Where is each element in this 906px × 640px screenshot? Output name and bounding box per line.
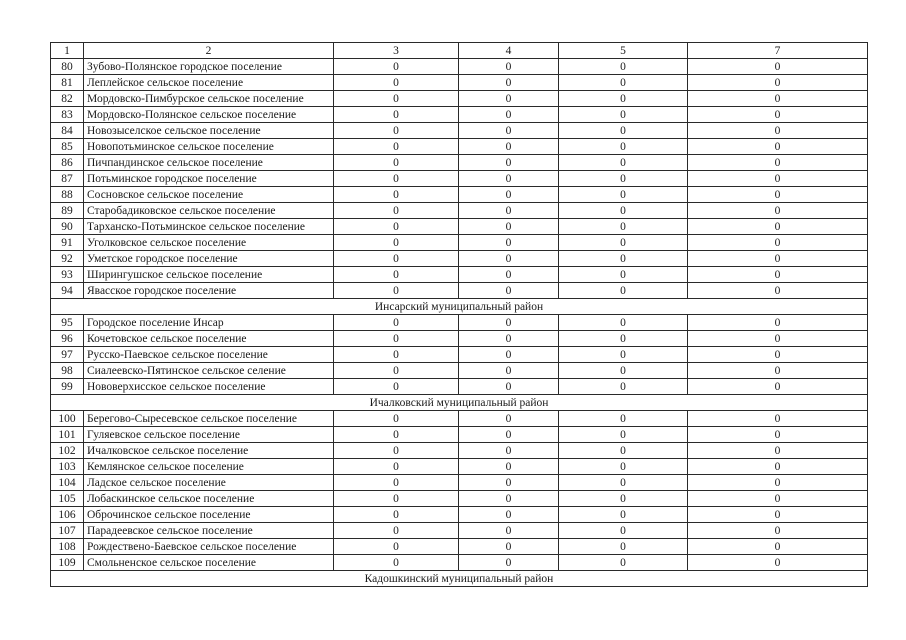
value-cell: 0 — [459, 523, 559, 539]
section-row — [51, 571, 868, 587]
value-cell: 0 — [459, 171, 559, 187]
column-header-7: 7 — [688, 43, 868, 59]
value-cell: 0 — [459, 491, 559, 507]
value-cell: 0 — [334, 491, 459, 507]
value-cell: 0 — [334, 187, 459, 203]
value-cell: 0 — [688, 203, 868, 219]
value-cell: 0 — [559, 507, 688, 523]
table-row — [51, 427, 868, 443]
value-cell: 0 — [688, 331, 868, 347]
settlement-name: Потьминское городское поселение — [84, 171, 334, 187]
settlement-name: Рождествено-Баевское сельское поселение — [84, 539, 334, 555]
column-header-1: 1 — [51, 43, 84, 59]
table-row — [51, 459, 868, 475]
value-cell: 0 — [334, 235, 459, 251]
value-cell: 0 — [559, 427, 688, 443]
settlement-name: Мордовско-Пимбурское сельское поселение — [84, 91, 334, 107]
value-cell: 0 — [559, 59, 688, 75]
row-number: 93 — [51, 267, 84, 283]
settlement-name: Русско-Паевское сельское поселение — [84, 347, 334, 363]
value-cell: 0 — [334, 107, 459, 123]
value-cell: 0 — [688, 139, 868, 155]
value-cell: 0 — [334, 539, 459, 555]
settlement-name: Кочетовское сельское поселение — [84, 331, 334, 347]
value-cell: 0 — [688, 235, 868, 251]
value-cell: 0 — [459, 219, 559, 235]
value-cell: 0 — [459, 235, 559, 251]
table-row — [51, 75, 868, 91]
value-cell: 0 — [459, 315, 559, 331]
value-cell: 0 — [688, 459, 868, 475]
value-cell: 0 — [459, 123, 559, 139]
settlement-name: Старобадиковское сельское поселение — [84, 203, 334, 219]
settlement-name: Зубово-Полянское городское поселение — [84, 59, 334, 75]
table-row — [51, 507, 868, 523]
value-cell: 0 — [334, 123, 459, 139]
row-number: 90 — [51, 219, 84, 235]
value-cell: 0 — [334, 443, 459, 459]
value-cell: 0 — [559, 267, 688, 283]
row-number: 87 — [51, 171, 84, 187]
row-number: 102 — [51, 443, 84, 459]
value-cell: 0 — [334, 363, 459, 379]
value-cell: 0 — [334, 523, 459, 539]
settlement-name: Ладское сельское поселение — [84, 475, 334, 491]
settlement-name: Гуляевское сельское поселение — [84, 427, 334, 443]
value-cell: 0 — [688, 347, 868, 363]
value-cell: 0 — [688, 187, 868, 203]
value-cell: 0 — [334, 555, 459, 571]
row-number: 85 — [51, 139, 84, 155]
value-cell: 0 — [559, 283, 688, 299]
settlement-name: Кемлянское сельское поселение — [84, 459, 334, 475]
value-cell: 0 — [688, 363, 868, 379]
row-number: 100 — [51, 411, 84, 427]
table-row — [51, 315, 868, 331]
section-title: Ичалковский муниципальный район — [51, 395, 868, 411]
value-cell: 0 — [559, 347, 688, 363]
value-cell: 0 — [459, 379, 559, 395]
value-cell: 0 — [559, 91, 688, 107]
row-number: 103 — [51, 459, 84, 475]
header-row — [51, 43, 868, 59]
table-row — [51, 283, 868, 299]
settlement-name: Новопотьминское сельское поселение — [84, 139, 334, 155]
value-cell: 0 — [459, 283, 559, 299]
settlement-name: Смольненское сельское поселение — [84, 555, 334, 571]
value-cell: 0 — [559, 251, 688, 267]
value-cell: 0 — [459, 363, 559, 379]
table-row — [51, 331, 868, 347]
settlement-name: Городское поселение Инсар — [84, 315, 334, 331]
table-row — [51, 187, 868, 203]
table-row — [51, 235, 868, 251]
settlement-name: Тарханско-Потьминское сельское поселение — [84, 219, 334, 235]
value-cell: 0 — [688, 155, 868, 171]
value-cell: 0 — [459, 347, 559, 363]
value-cell: 0 — [559, 475, 688, 491]
value-cell: 0 — [334, 411, 459, 427]
value-cell: 0 — [559, 491, 688, 507]
settlement-name: Сосновское сельское поселение — [84, 187, 334, 203]
table-row — [51, 379, 868, 395]
value-cell: 0 — [559, 459, 688, 475]
value-cell: 0 — [334, 267, 459, 283]
value-cell: 0 — [334, 251, 459, 267]
section-title: Инсарский муниципальный район — [51, 299, 868, 315]
table-row — [51, 363, 868, 379]
row-number: 98 — [51, 363, 84, 379]
value-cell: 0 — [334, 507, 459, 523]
table-row — [51, 139, 868, 155]
table-row — [51, 155, 868, 171]
settlement-name: Явасское городское поселение — [84, 283, 334, 299]
row-number: 83 — [51, 107, 84, 123]
value-cell: 0 — [334, 91, 459, 107]
settlements-table — [50, 42, 868, 587]
table-row — [51, 171, 868, 187]
value-cell: 0 — [459, 59, 559, 75]
value-cell: 0 — [688, 379, 868, 395]
section-row — [51, 299, 868, 315]
column-header-3: 3 — [334, 43, 459, 59]
value-cell: 0 — [459, 555, 559, 571]
settlement-name: Оброчинское сельское поселение — [84, 507, 334, 523]
value-cell: 0 — [459, 203, 559, 219]
value-cell: 0 — [688, 427, 868, 443]
value-cell: 0 — [688, 91, 868, 107]
value-cell: 0 — [688, 523, 868, 539]
value-cell: 0 — [334, 75, 459, 91]
settlement-name: Парадеевское сельское поселение — [84, 523, 334, 539]
value-cell: 0 — [459, 331, 559, 347]
value-cell: 0 — [459, 155, 559, 171]
table-row — [51, 91, 868, 107]
row-number: 81 — [51, 75, 84, 91]
table-row — [51, 539, 868, 555]
value-cell: 0 — [334, 155, 459, 171]
settlement-name: Мордовско-Полянское сельское поселение — [84, 107, 334, 123]
row-number: 94 — [51, 283, 84, 299]
value-cell: 0 — [459, 475, 559, 491]
table-row — [51, 219, 868, 235]
table-body — [51, 59, 868, 587]
row-number: 101 — [51, 427, 84, 443]
row-number: 89 — [51, 203, 84, 219]
value-cell: 0 — [688, 107, 868, 123]
value-cell: 0 — [688, 475, 868, 491]
value-cell: 0 — [459, 187, 559, 203]
table-row — [51, 555, 868, 571]
value-cell: 0 — [688, 555, 868, 571]
section-title: Кадошкинский муниципальный район — [51, 571, 868, 587]
value-cell: 0 — [688, 283, 868, 299]
row-number: 106 — [51, 507, 84, 523]
value-cell: 0 — [459, 411, 559, 427]
value-cell: 0 — [459, 91, 559, 107]
value-cell: 0 — [459, 75, 559, 91]
value-cell: 0 — [688, 539, 868, 555]
value-cell: 0 — [559, 523, 688, 539]
value-cell: 0 — [559, 331, 688, 347]
value-cell: 0 — [459, 539, 559, 555]
value-cell: 0 — [334, 139, 459, 155]
settlement-name: Ичалковское сельское поселение — [84, 443, 334, 459]
value-cell: 0 — [459, 107, 559, 123]
table-row — [51, 267, 868, 283]
row-number: 88 — [51, 187, 84, 203]
value-cell: 0 — [334, 219, 459, 235]
value-cell: 0 — [559, 219, 688, 235]
value-cell: 0 — [559, 539, 688, 555]
table-row — [51, 523, 868, 539]
value-cell: 0 — [688, 491, 868, 507]
row-number: 97 — [51, 347, 84, 363]
table-row — [51, 411, 868, 427]
settlement-name: Нововерхисское сельское поселение — [84, 379, 334, 395]
settlement-name: Ширингушское сельское поселение — [84, 267, 334, 283]
value-cell: 0 — [334, 315, 459, 331]
value-cell: 0 — [459, 427, 559, 443]
value-cell: 0 — [559, 155, 688, 171]
settlement-name: Сиалеевско-Пятинское сельское селение — [84, 363, 334, 379]
table-row — [51, 475, 868, 491]
value-cell: 0 — [559, 443, 688, 459]
value-cell: 0 — [334, 59, 459, 75]
row-number: 105 — [51, 491, 84, 507]
value-cell: 0 — [334, 171, 459, 187]
value-cell: 0 — [334, 203, 459, 219]
row-number: 107 — [51, 523, 84, 539]
value-cell: 0 — [334, 347, 459, 363]
value-cell: 0 — [334, 331, 459, 347]
table-row — [51, 107, 868, 123]
row-number: 95 — [51, 315, 84, 331]
table-row — [51, 443, 868, 459]
value-cell: 0 — [459, 251, 559, 267]
table-row — [51, 203, 868, 219]
row-number: 91 — [51, 235, 84, 251]
settlement-name: Уголковское сельское поселение — [84, 235, 334, 251]
value-cell: 0 — [688, 315, 868, 331]
value-cell: 0 — [459, 443, 559, 459]
row-number: 80 — [51, 59, 84, 75]
settlement-name: Пичпандинское сельское поселение — [84, 155, 334, 171]
row-number: 82 — [51, 91, 84, 107]
row-number: 104 — [51, 475, 84, 491]
value-cell: 0 — [559, 315, 688, 331]
row-number: 96 — [51, 331, 84, 347]
column-header-5: 5 — [559, 43, 688, 59]
value-cell: 0 — [459, 267, 559, 283]
table-row — [51, 59, 868, 75]
row-number: 109 — [51, 555, 84, 571]
row-number: 86 — [51, 155, 84, 171]
value-cell: 0 — [559, 203, 688, 219]
value-cell: 0 — [688, 507, 868, 523]
value-cell: 0 — [334, 475, 459, 491]
table-row — [51, 123, 868, 139]
value-cell: 0 — [688, 59, 868, 75]
value-cell: 0 — [688, 219, 868, 235]
settlement-name: Уметское городское поселение — [84, 251, 334, 267]
column-header-2: 2 — [84, 43, 334, 59]
value-cell: 0 — [688, 123, 868, 139]
value-cell: 0 — [559, 171, 688, 187]
table-row — [51, 251, 868, 267]
table-row — [51, 347, 868, 363]
value-cell: 0 — [559, 411, 688, 427]
section-row — [51, 395, 868, 411]
row-number: 99 — [51, 379, 84, 395]
settlement-name: Новозыселское сельское поселение — [84, 123, 334, 139]
value-cell: 0 — [559, 75, 688, 91]
value-cell: 0 — [559, 107, 688, 123]
value-cell: 0 — [559, 379, 688, 395]
settlement-name: Лобаскинское сельское поселение — [84, 491, 334, 507]
value-cell: 0 — [688, 443, 868, 459]
row-number: 92 — [51, 251, 84, 267]
value-cell: 0 — [334, 427, 459, 443]
value-cell: 0 — [559, 123, 688, 139]
column-header-4: 4 — [459, 43, 559, 59]
value-cell: 0 — [688, 251, 868, 267]
value-cell: 0 — [559, 235, 688, 251]
row-number: 108 — [51, 539, 84, 555]
value-cell: 0 — [559, 555, 688, 571]
value-cell: 0 — [688, 267, 868, 283]
value-cell: 0 — [459, 459, 559, 475]
value-cell: 0 — [459, 139, 559, 155]
row-number: 84 — [51, 123, 84, 139]
value-cell: 0 — [559, 187, 688, 203]
value-cell: 0 — [334, 283, 459, 299]
table-row — [51, 491, 868, 507]
value-cell: 0 — [688, 411, 868, 427]
value-cell: 0 — [459, 507, 559, 523]
value-cell: 0 — [334, 379, 459, 395]
settlement-name: Берегово-Сыресевское сельское поселение — [84, 411, 334, 427]
value-cell: 0 — [559, 139, 688, 155]
value-cell: 0 — [334, 459, 459, 475]
value-cell: 0 — [688, 75, 868, 91]
settlement-name: Леплейское сельское поселение — [84, 75, 334, 91]
value-cell: 0 — [559, 363, 688, 379]
value-cell: 0 — [688, 171, 868, 187]
